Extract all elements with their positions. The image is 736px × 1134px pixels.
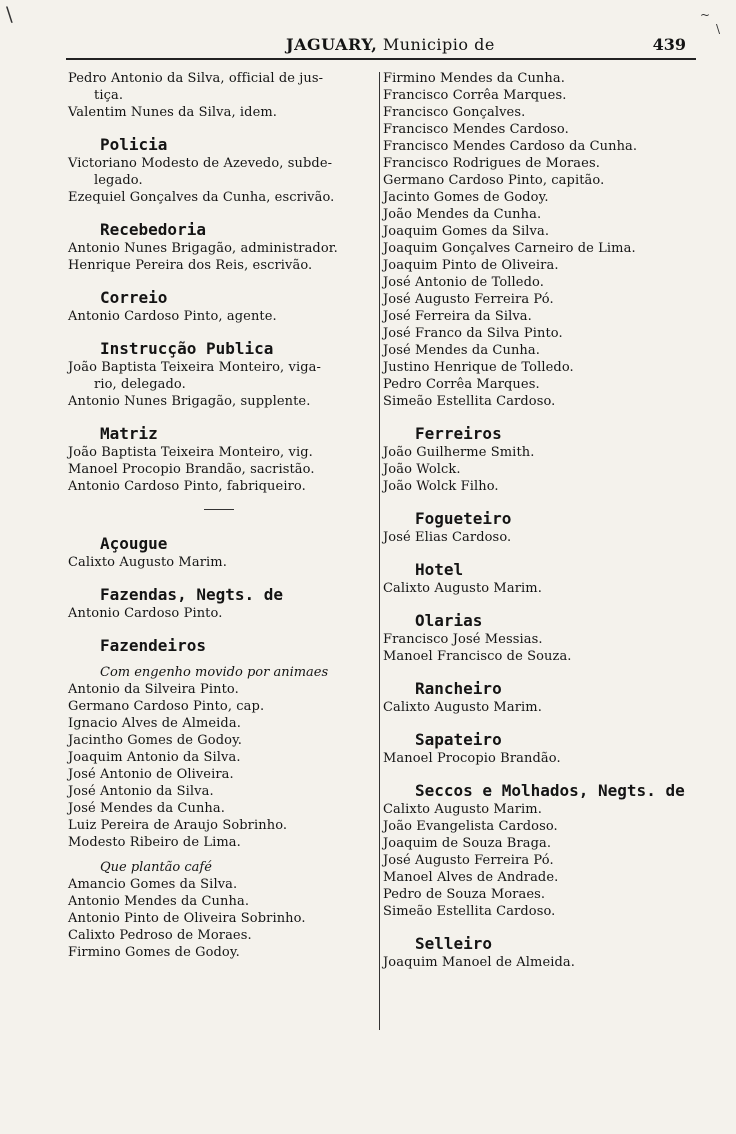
section-heading-fazendeiros: Fazendeiros (100, 636, 206, 655)
list-item: Joaquim Pinto de Oliveira. (383, 258, 559, 273)
section-heading-selleiro: Selleiro (415, 934, 493, 953)
page-title (286, 35, 495, 54)
list-item: José Antonio de Oliveira. (68, 767, 234, 782)
list-item: legado. (94, 173, 143, 188)
section-heading-sapateiro: Sapateiro (415, 730, 502, 749)
list-item: Antonio Nunes Brigagão, administrador. (68, 241, 338, 256)
list-item: José Mendes da Cunha. (68, 801, 225, 816)
page-number: 439 (652, 35, 686, 54)
list-item: Germano Cardoso Pinto, capitão. (383, 173, 605, 188)
list-item: João Wolck. (383, 462, 461, 477)
section-heading-rancheiro: Rancheiro (415, 679, 502, 698)
list-item: Ignacio Alves de Almeida. (68, 716, 241, 731)
list-item: José Ferreira da Silva. (383, 309, 532, 324)
section-heading-ferreiros: Ferreiros (415, 424, 502, 443)
list-item: Ezequiel Gonçalves da Cunha, escrivão. (68, 190, 335, 205)
subsection-heading: Com engenho movido por animaes (100, 665, 329, 680)
list-item: Joaquim Gomes da Silva. (383, 224, 550, 239)
header-rule (66, 58, 696, 60)
scan-mark: \ (716, 22, 721, 36)
list-item: Manoel Procopio Brandão. (383, 751, 561, 766)
list-item: José Antonio da Silva. (68, 784, 214, 799)
list-item: Joaquim Gonçalves Carneiro de Lima. (383, 241, 636, 256)
list-item: José Elias Cardoso. (383, 530, 512, 545)
list-item: Joaquim Antonio da Silva. (68, 750, 241, 765)
section-heading-matriz: Matriz (100, 424, 158, 443)
list-item: Antonio Pinto de Oliveira Sobrinho. (68, 911, 306, 926)
list-item: Firmino Mendes da Cunha. (383, 71, 565, 86)
list-item: rio, delegado. (94, 377, 186, 392)
list-item: José Antonio de Tolledo. (383, 275, 544, 290)
list-item: Pedro Corrêa Marques. (383, 377, 540, 392)
list-item: Calixto Augusto Marim. (383, 581, 542, 596)
list-item: Antonio Cardoso Pinto. (68, 606, 223, 621)
list-item: Calixto Augusto Marim. (68, 555, 227, 570)
section-heading-seccos-e-molhados: Seccos e Molhados, Negts. de (415, 781, 685, 800)
list-item: Calixto Pedroso de Moraes. (68, 928, 252, 943)
list-item: Calixto Augusto Marim. (383, 700, 542, 715)
list-item: Francisco Mendes Cardoso da Cunha. (383, 139, 638, 154)
list-item: Francisco José Messias. (383, 632, 543, 647)
list-item: Firmino Gomes de Godoy. (68, 945, 240, 960)
header-subtitle: Municipio de (382, 35, 495, 54)
list-item: José Augusto Ferreira Pó. (383, 853, 554, 868)
section-heading-instruccao-publica: Instrucção Publica (100, 339, 274, 358)
list-item: José Mendes da Cunha. (383, 343, 540, 358)
list-item: Pedro Antonio da Silva, official de jus- (68, 71, 324, 86)
list-item: Manoel Alves de Andrade. (383, 870, 559, 885)
list-item: Pedro de Souza Moraes. (383, 887, 546, 902)
list-item: José Franco da Silva Pinto. (383, 326, 563, 341)
page-header (66, 33, 696, 59)
list-item: João Mendes da Cunha. (383, 207, 542, 222)
scan-mark: \ (6, 2, 13, 26)
list-item: João Baptista Teixeira Monteiro, vig. (68, 445, 313, 460)
list-item: Antonio Cardoso Pinto, fabriqueiro. (68, 479, 306, 494)
scan-mark: ~ (700, 8, 711, 22)
section-heading-policia: Policia (100, 135, 168, 154)
municipality-name: JAGUARY, (286, 35, 378, 54)
list-item: João Baptista Teixeira Monteiro, viga- (68, 360, 321, 375)
list-item: Amancio Gomes da Silva. (68, 877, 238, 892)
list-item: Francisco Gonçalves. (383, 105, 526, 120)
subsection-heading: Que plantão café (100, 860, 212, 875)
section-heading-fogueteiro: Fogueteiro (415, 509, 512, 528)
list-item: Antonio da Silveira Pinto. (68, 682, 239, 697)
list-item: Jacintho Gomes de Godoy. (68, 733, 243, 748)
list-item: Antonio Mendes da Cunha. (68, 894, 250, 909)
section-heading-hotel: Hotel (415, 560, 464, 579)
section-separator (204, 509, 234, 510)
right-column (383, 70, 703, 971)
list-item: Victoriano Modesto de Azevedo, subde- (68, 156, 333, 171)
list-item: Antonio Nunes Brigagão, supplente. (68, 394, 311, 409)
list-item: Henrique Pereira dos Reis, escrivão. (68, 258, 313, 273)
list-item: Manoel Procopio Brandão, sacristão. (68, 462, 315, 477)
list-item: Simeão Estellita Cardoso. (383, 904, 556, 919)
list-item: Francisco Rodrigues de Moraes. (383, 156, 600, 171)
list-item: José Augusto Ferreira Pó. (383, 292, 554, 307)
section-heading-fazendas: Fazendas, Negts. de (100, 585, 284, 604)
left-column (68, 70, 376, 961)
list-item: Joaquim de Souza Braga. (383, 836, 552, 851)
list-item: Jacinto Gomes de Godoy. (383, 190, 549, 205)
list-item: Francisco Mendes Cardoso. (383, 122, 569, 137)
section-heading-correio: Correio (100, 288, 168, 307)
list-item: tiça. (94, 88, 124, 103)
column-divider (379, 72, 380, 1030)
section-heading-acougue: Açougue (100, 534, 168, 553)
list-item: João Guilherme Smith. (383, 445, 535, 460)
list-item: João Evangelista Cardoso. (383, 819, 558, 834)
list-item: Manoel Francisco de Souza. (383, 649, 572, 664)
list-item: Francisco Corrêa Marques. (383, 88, 567, 103)
list-item: Calixto Augusto Marim. (383, 802, 542, 817)
list-item: João Wolck Filho. (383, 479, 499, 494)
list-item: Simeão Estellita Cardoso. (383, 394, 556, 409)
list-item: Valentim Nunes da Silva, idem. (68, 105, 278, 120)
list-item: Luiz Pereira de Araujo Sobrinho. (68, 818, 288, 833)
section-heading-olarias: Olarias (415, 611, 483, 630)
list-item: Justino Henrique de Tolledo. (383, 360, 574, 375)
list-item: Modesto Ribeiro de Lima. (68, 835, 241, 850)
list-item: Joaquim Manoel de Almeida. (383, 955, 576, 970)
section-heading-recebedoria: Recebedoria (100, 220, 206, 239)
list-item: Germano Cardoso Pinto, cap. (68, 699, 265, 714)
list-item: Antonio Cardoso Pinto, agente. (68, 309, 277, 324)
